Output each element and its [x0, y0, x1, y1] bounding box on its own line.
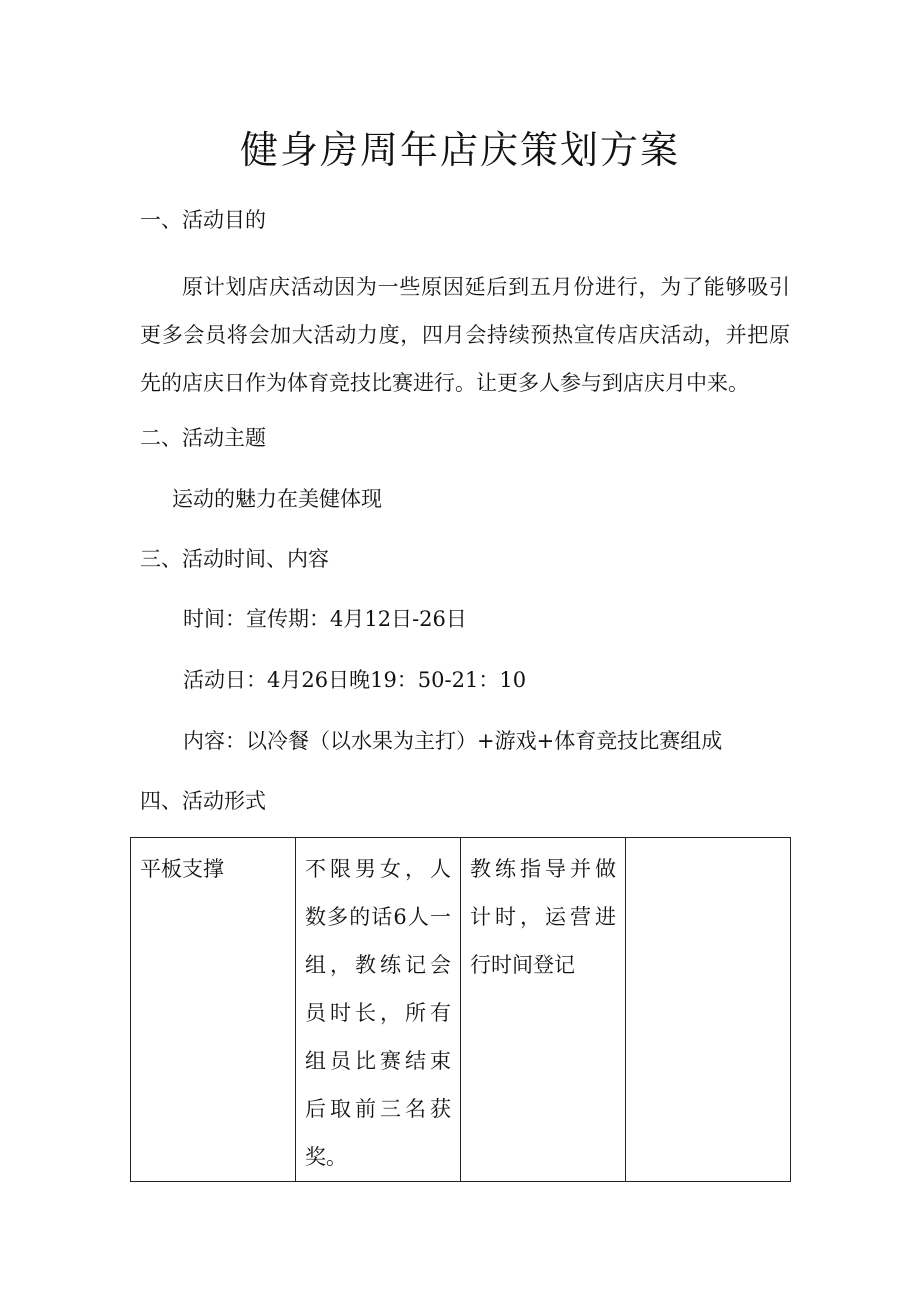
- table-cell-activity-name: 平板支撑: [131, 838, 296, 1182]
- section-heading-purpose: 一、活动目的: [140, 208, 266, 232]
- section-heading-theme: 二、活动主题: [140, 426, 266, 450]
- schedule-content: 内容：以冷餐（以水果为主打）+游戏+体育竞技比赛组成: [183, 729, 723, 753]
- purpose-paragraph: 原计划店庆活动因为一些原因延后到五月份进行，为了能够吸引更多会员将会加大活动力度，四月会持续预热宣传店庆活动，并把原先的店庆日作为体育竞技比赛进行。让更多人参与到店庆月中来。: [140, 275, 790, 395]
- page-title: 健身房周年店庆策划方案: [239, 128, 680, 172]
- section-heading-schedule: 三、活动时间、内容: [140, 547, 329, 571]
- table-cell-empty: [626, 838, 791, 1182]
- schedule-event-day: 活动日：4月26日晚19：50-21：10: [183, 668, 527, 692]
- table-cell-rules: 不限男女，人数多的话6人一组，教练记会员时长，所有组员比赛结束后取前三名获奖。: [296, 838, 461, 1182]
- table-cell-staff: 教练指导并做计时，运营进行时间登记: [461, 838, 626, 1182]
- schedule-time: 时间：宣传期：4月12日-26日: [183, 607, 467, 631]
- theme-text: 运动的魅力在美健体现: [172, 487, 382, 511]
- table-row: [131, 838, 791, 1182]
- section-heading-format: 四、活动形式: [140, 789, 266, 813]
- activity-format-table: [130, 837, 791, 1182]
